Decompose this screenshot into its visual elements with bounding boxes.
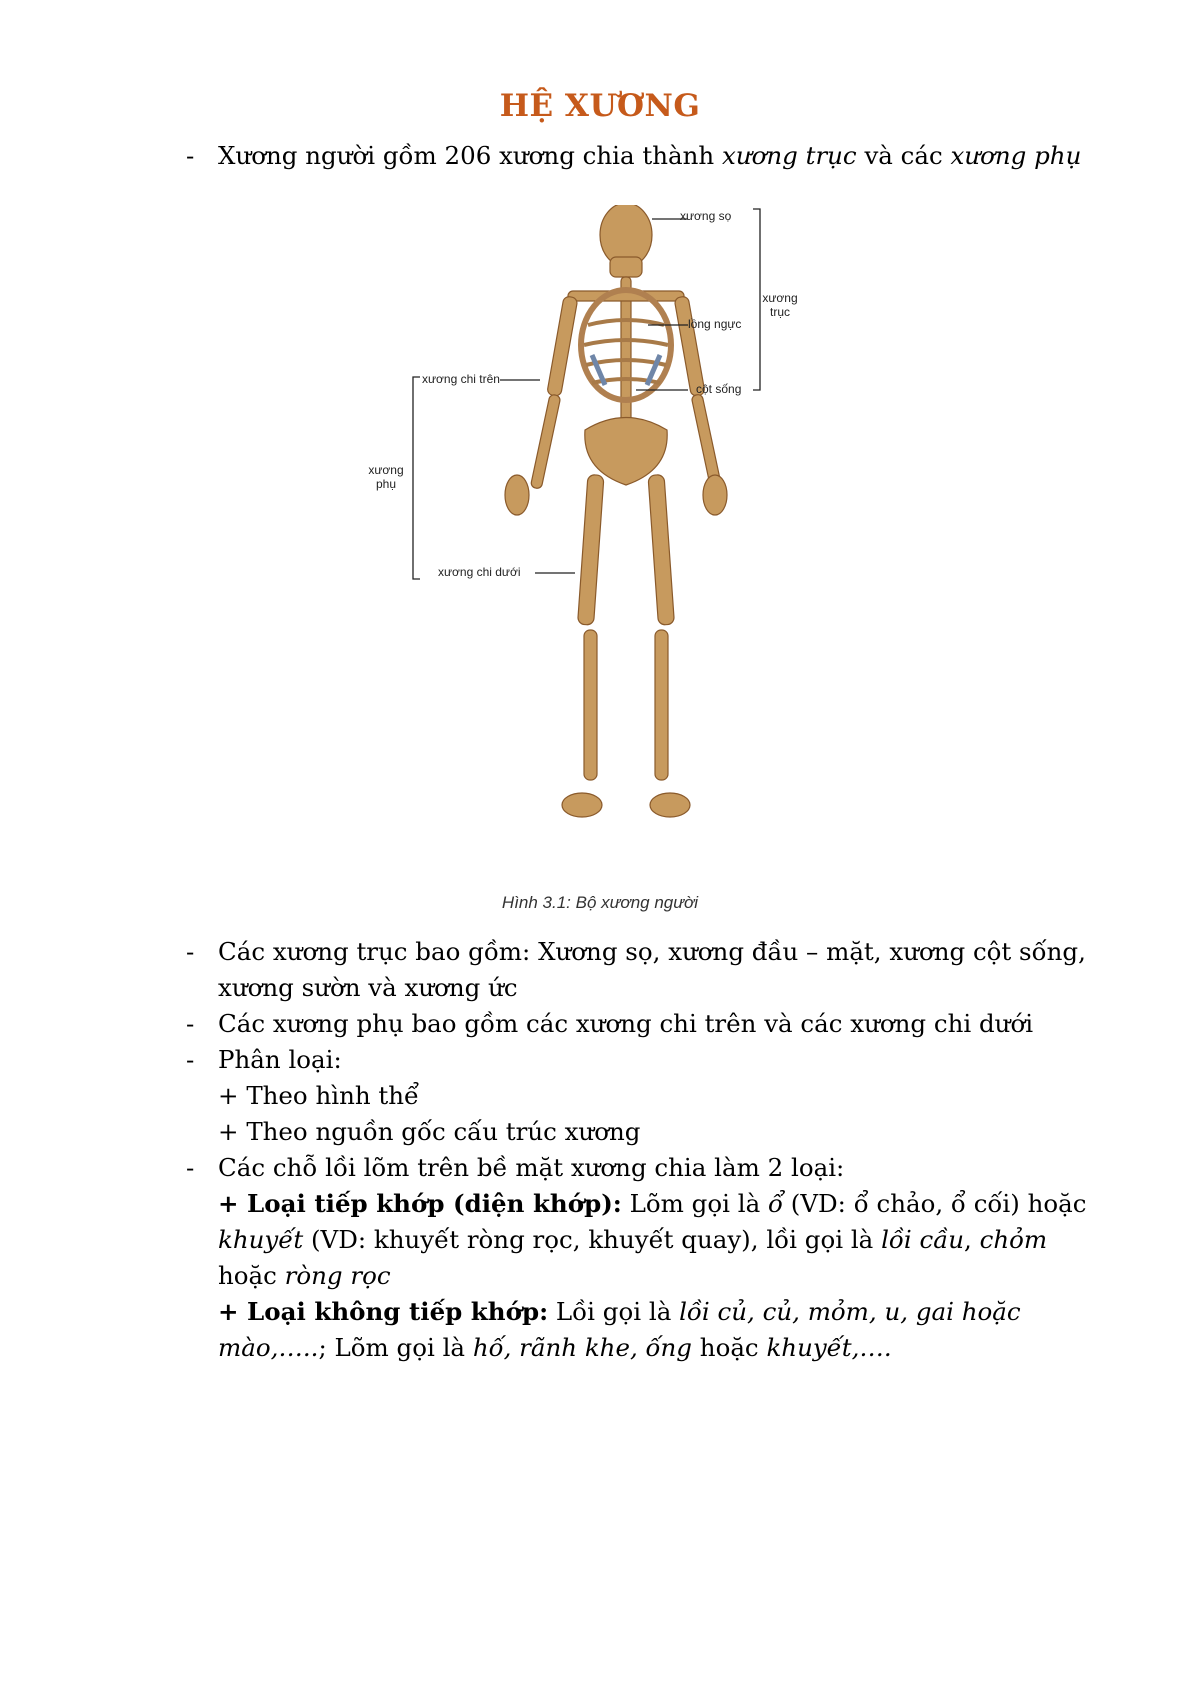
label-upper-limb: xương chi trên [422, 372, 500, 386]
articular-line2: khuyết (VD: khuyết ròng rọc, khuyết quay), lồi gọi là lồi cầu, chỏm [218, 1225, 1048, 1254]
bullet-dash: - [186, 1009, 195, 1038]
label-axial: xương trục [762, 291, 798, 319]
bullet-surface: Các chỗ lồi lõm trên bề mặt xương chia làm 2 loại: [218, 1153, 845, 1182]
articular-line3: hoặc ròng rọc [218, 1261, 391, 1290]
bullet-dash: - [186, 937, 195, 966]
label-lower-limb: xương chi dưới [438, 565, 521, 579]
classification-shape: + Theo hình thể [218, 1081, 420, 1110]
bullet-classification: Phân loại: [218, 1045, 342, 1074]
bullet-dash: - [186, 1045, 195, 1074]
label-skull: xương sọ [680, 209, 732, 223]
bullet-axial-line1: Các xương trục bao gồm: Xương sọ, xương đầu – mặt, xương cột sống, [218, 937, 1086, 966]
skeleton-illustration [370, 205, 890, 885]
label-appendicular: xương phụ [368, 463, 404, 491]
bullet-dash: - [186, 1153, 195, 1182]
figure-caption: Hình 3.1: Bộ xương người [501, 893, 699, 912]
intro-term-axial: xương trục [722, 141, 857, 170]
bullet-appendicular: Các xương phụ bao gồm các xương chi trên và các xương chi dưới [218, 1009, 1034, 1038]
classification-origin: + Theo nguồn gốc cấu trúc xương [218, 1117, 641, 1146]
bullet-dash: - [186, 141, 195, 170]
skeleton-figure [370, 205, 890, 925]
nonarticular-line1: + Loại không tiếp khớp: Lồi gọi là lồi củ, củ, mỏm, u, gai hoặc [218, 1297, 1021, 1326]
page-title: HỆ XƯƠNG [499, 88, 701, 124]
label-chest: lồng ngực [688, 317, 742, 331]
nonarticular-line2: mào,…..; Lõm gọi là hố, rãnh khe, ống hoặc khuyết,…. [218, 1333, 892, 1362]
intro-term-appendicular: xương phụ [950, 141, 1082, 170]
intro-paragraph: Xương người gồm 206 xương chia thành xương trục và các xương phụ [218, 141, 1082, 170]
label-spine: cột sống [696, 382, 742, 396]
jaw-shape [610, 257, 642, 277]
bullet-axial-line2: xương sườn và xương ức [218, 973, 518, 1002]
articular-line1: + Loại tiếp khớp (diện khớp): Lõm gọi là ổ (VD: ổ chảo, ổ cối) hoặc [218, 1189, 1087, 1218]
